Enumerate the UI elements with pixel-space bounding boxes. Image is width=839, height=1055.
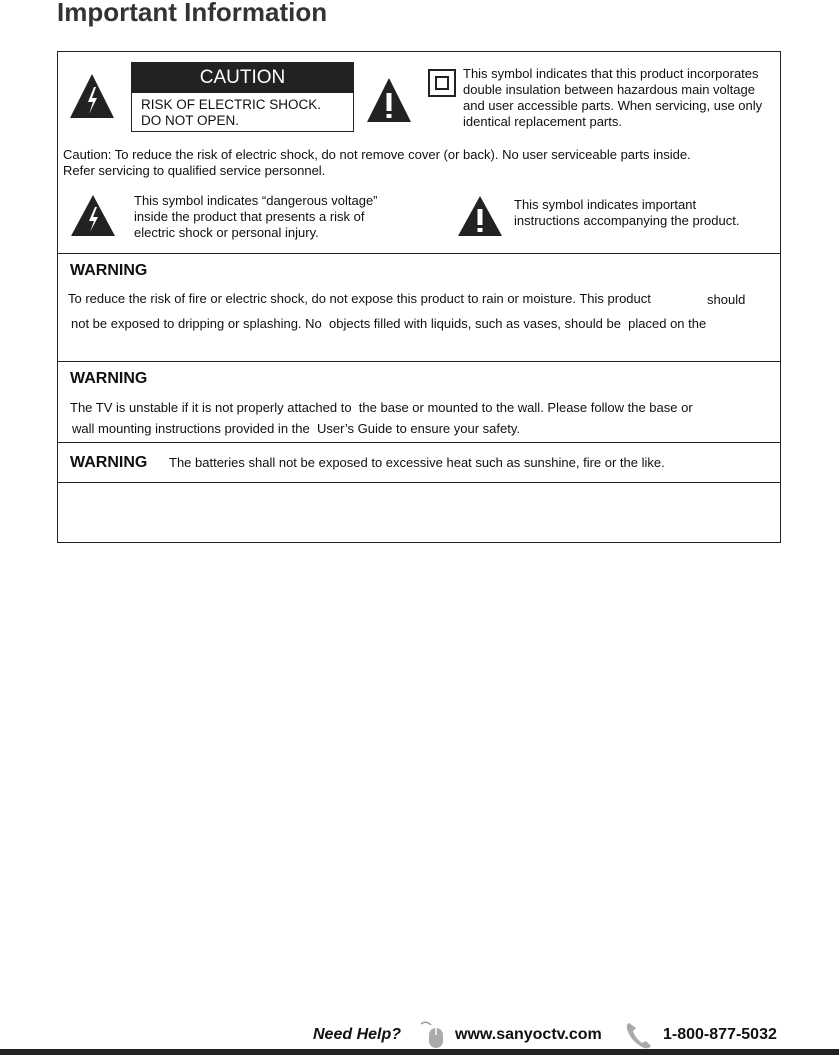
need-help-label: Need Help? — [313, 1026, 402, 1043]
caution-header: CAUTION — [132, 63, 353, 93]
page-title: Important Information — [57, 0, 328, 27]
divider — [57, 442, 781, 443]
footer-bar — [0, 1049, 839, 1055]
exclamation-triangle-icon — [366, 77, 412, 123]
instructions-symbol-text: This symbol indicates important instructions accompanying the product. — [514, 197, 740, 228]
caution-body: RISK OF ELECTRIC SHOCK. DO NOT OPEN. — [141, 97, 322, 128]
caution-text: Caution: To reduce the risk of electric shock, do not remove cover (or back). No user serviceable parts inside. Refer servicing to qualified service personnel. — [63, 147, 691, 178]
double-insulation-icon — [428, 69, 456, 97]
warning-title: WARNING — [70, 262, 148, 279]
phone-number: 1-800-877-5032 — [663, 1026, 777, 1043]
warning-1-line-2: not be exposed to dripping or splashing. No objects filled with liquids, such as vases, should be placed on the — [71, 316, 707, 331]
warning-1-line-1: To reduce the risk of fire or electric shock, do not expose this product to rain or moisture. This product — [68, 291, 651, 306]
warning-2-line-1: The TV is unstable if it is not properly attached to the base or mounted to the wall. Please follow the base or — [70, 400, 693, 415]
divider — [57, 482, 781, 483]
warning-3-text: The batteries shall not be exposed to excessive heat such as sunshine, fire or the like. — [169, 455, 665, 470]
double-insulation-text: This symbol indicates that this product incorporates double insulation between hazardous main voltage and user accessible parts. When servicing, use only identical replacement parts. — [463, 66, 763, 129]
warning-title: WARNING — [70, 454, 148, 471]
warning-2-line-2: wall mounting instructions provided in the User’s Guide to ensure your safety. — [72, 421, 521, 436]
phone-icon — [625, 1020, 653, 1050]
caution-label — [131, 62, 354, 132]
exclamation-triangle-icon — [457, 195, 503, 237]
divider — [57, 361, 781, 362]
divider — [57, 253, 781, 254]
lightning-triangle-icon — [69, 73, 115, 119]
warning-1-line-1-end: should — [707, 292, 746, 307]
mouse-icon — [418, 1019, 448, 1049]
website-link[interactable]: www.sanyoctv.com — [455, 1026, 602, 1043]
warning-title: WARNING — [70, 370, 148, 387]
lightning-triangle-icon — [70, 194, 116, 237]
voltage-symbol-text: This symbol indicates “dangerous voltage” inside the product that presents a risk of electric shock or personal injury. — [134, 193, 378, 240]
